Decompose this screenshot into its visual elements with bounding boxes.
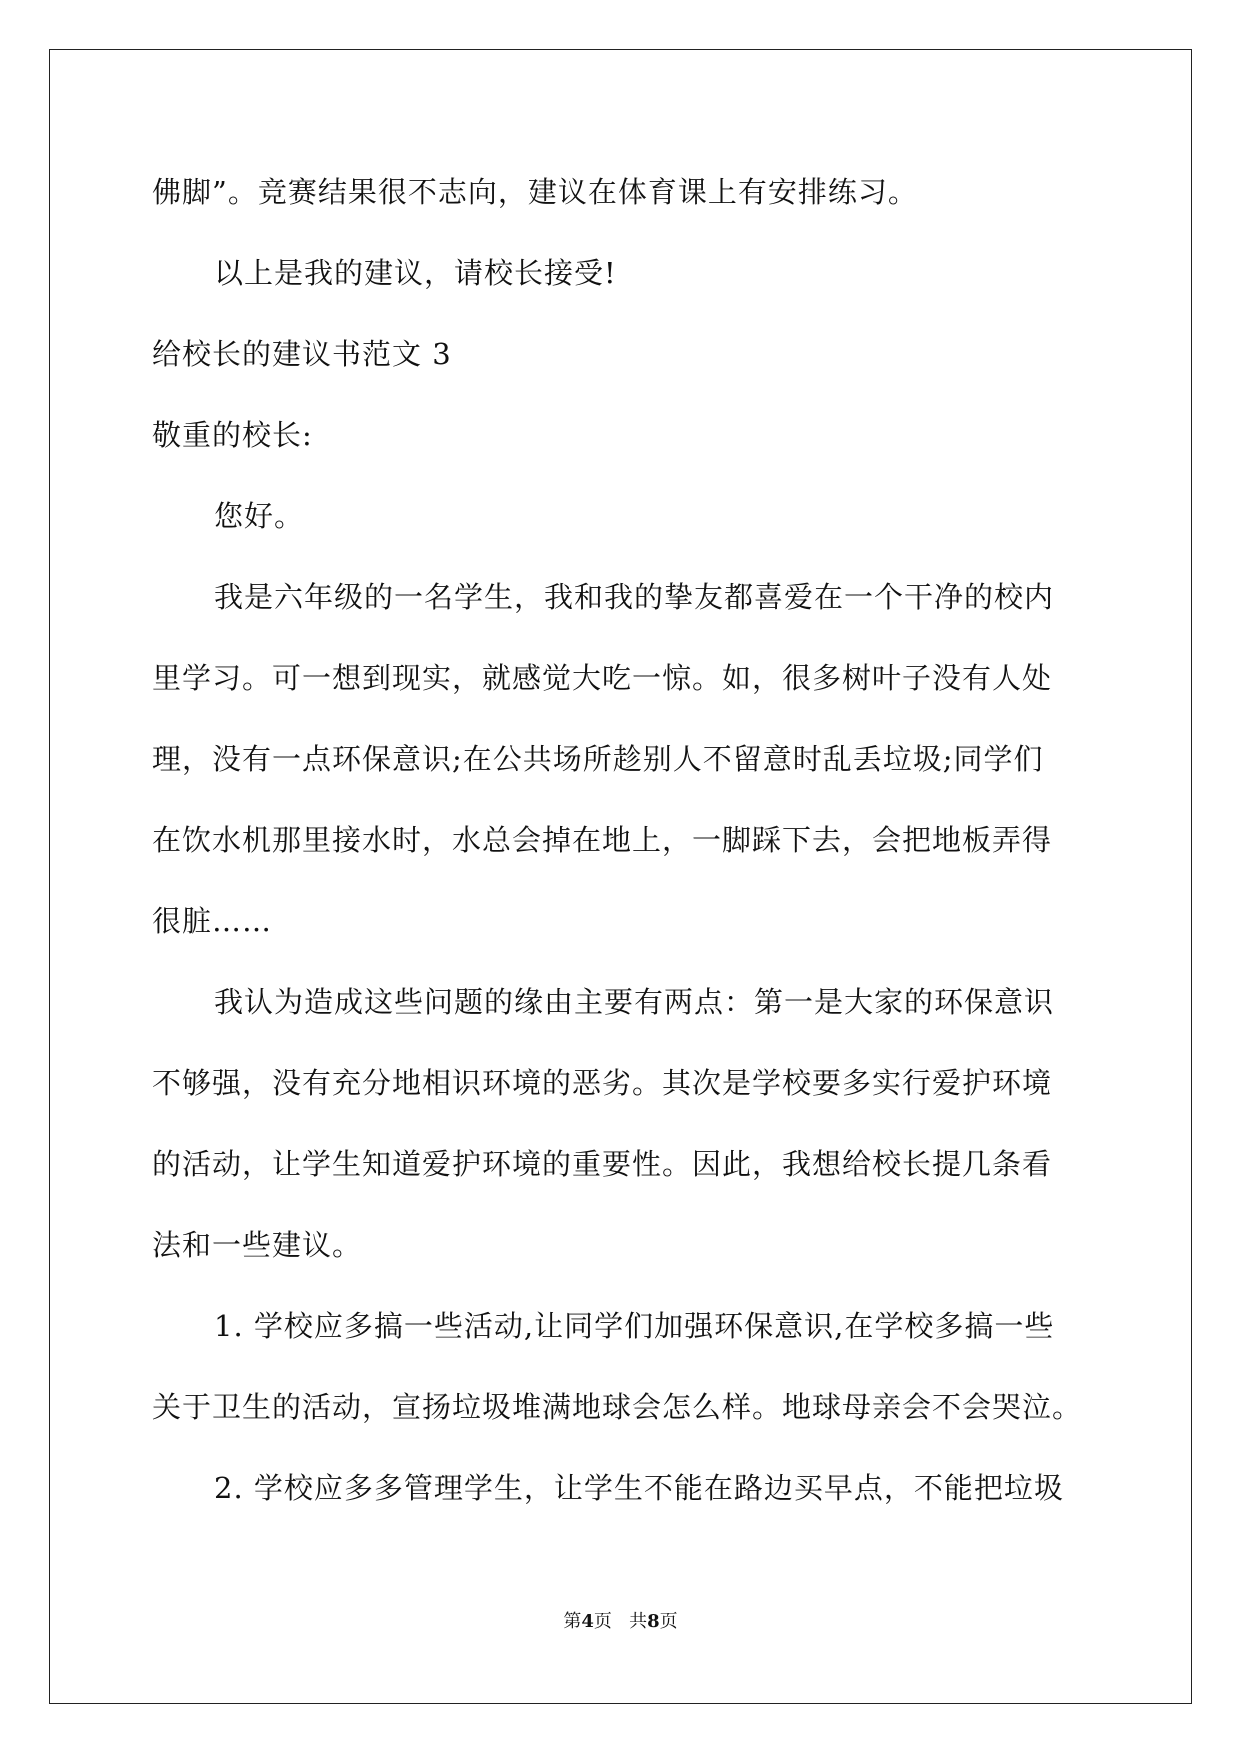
paragraph-line: 我认为造成这些问题的缘由主要有两点：第一是大家的环保意识 bbox=[214, 985, 1055, 1019]
paragraph-line: 法和一些建议。 bbox=[152, 1228, 363, 1262]
page-footer bbox=[0, 1610, 1241, 1634]
page-border bbox=[49, 49, 1192, 1704]
paragraph-line: 不够强，没有充分地相识环境的恶劣。其次是学校要多实行爱护环境 bbox=[152, 1066, 1053, 1100]
paragraph-line: 的活动，让学生知道爱护环境的重要性。因此，我想给校长提几条看 bbox=[152, 1147, 1053, 1181]
text-line-closing: 以上是我的建议，请校长接受! bbox=[214, 256, 617, 290]
salutation: 敬重的校长: bbox=[152, 418, 313, 452]
list-item-1-continued: 关于卫生的活动，宣扬垃圾堆满地球会怎么样。地球母亲会不会哭泣。 bbox=[152, 1390, 1083, 1424]
list-item-1: 1. 学校应多搞一些活动,让同学们加强环保意识,在学校多搞一些 bbox=[214, 1309, 1055, 1343]
page-mid: 页 共 bbox=[593, 1611, 648, 1632]
paragraph-line: 里学习。可一想到现实，就感觉大吃一惊。如，很多树叶子没有人处 bbox=[152, 661, 1053, 695]
text-line-continuation: 佛脚”。竞赛结果很不志向，建议在体育课上有安排练习。 bbox=[152, 175, 918, 209]
page-current: 4 bbox=[581, 1611, 594, 1632]
page-prefix: 第 bbox=[563, 1611, 582, 1632]
page-total: 8 bbox=[647, 1611, 660, 1632]
page-suffix: 页 bbox=[659, 1611, 678, 1632]
paragraph-line: 很脏…… bbox=[152, 904, 273, 938]
paragraph-line: 在饮水机那里接水时，水总会掉在地上，一脚踩下去，会把地板弄得 bbox=[152, 823, 1053, 857]
paragraph-line: 理，没有一点环保意识;在公共场所趁别人不留意时乱丢垃圾;同学们 bbox=[152, 742, 1044, 776]
section-heading: 给校长的建议书范文 3 bbox=[152, 337, 452, 371]
paragraph-line: 我是六年级的一名学生，我和我的挚友都喜爱在一个干净的校内 bbox=[214, 580, 1055, 614]
greeting: 您好。 bbox=[214, 499, 305, 533]
list-item-2: 2. 学校应多多管理学生，让学生不能在路边买早点，不能把垃圾 bbox=[214, 1471, 1064, 1505]
